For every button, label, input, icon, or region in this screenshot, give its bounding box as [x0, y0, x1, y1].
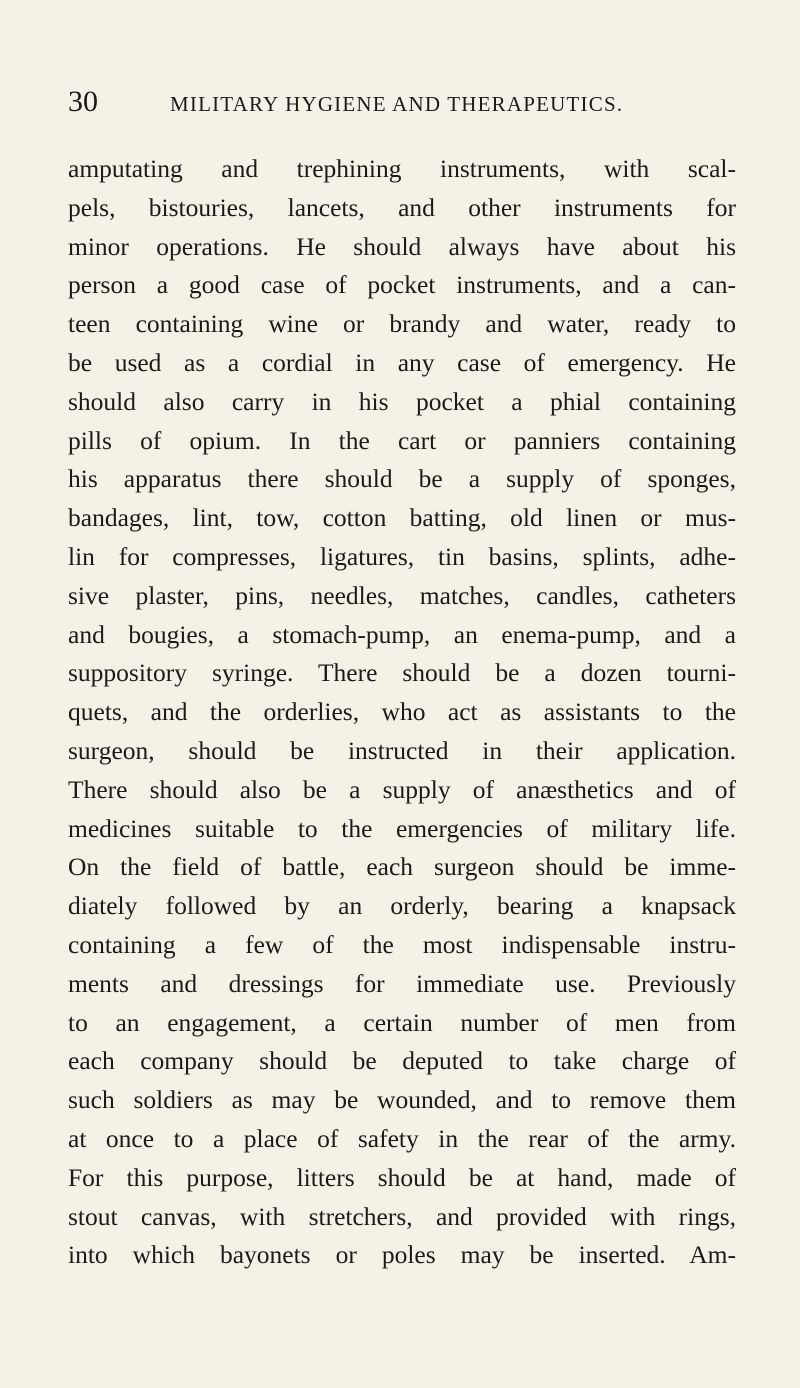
text-line: For this purpose, litters should be at hand, made of: [68, 1162, 736, 1192]
text-line: person a good case of pocket instruments, and a can-: [68, 270, 736, 300]
text-line: amputating and trephining instruments, with scal-: [68, 154, 736, 183]
text-line: bandages, lint, tow, cotton batting, old linen or mus-: [68, 503, 736, 533]
text-line: suppository syringe. There should be a dozen tourni-: [68, 658, 736, 688]
text-line: pills of opium. In the cart or panniers containing: [68, 425, 736, 455]
text-line: stout canvas, with stretchers, and provided with rings,: [68, 1201, 736, 1231]
page-header: [68, 82, 748, 122]
running-title: MILITARY HYGIENE AND THERAPEUTICS.: [170, 92, 624, 116]
text-line: such soldiers as may be wounded, and to remove them: [68, 1085, 736, 1115]
text-line: medicines suitable to the emergencies of military life.: [68, 813, 736, 843]
text-line: lin for compresses, ligatures, tin basins, splints, adhe-: [68, 541, 736, 571]
text-line: be used as a cordial in any case of emergency. He: [68, 347, 736, 377]
text-line: his apparatus there should be a supply of sponges,: [68, 464, 736, 494]
text-line: at once to a place of safety in the rear of the army.: [68, 1123, 736, 1153]
text-line: On the field of battle, each surgeon should be imme-: [68, 852, 736, 882]
text-line: each company should be deputed to take charge of: [68, 1046, 736, 1076]
text-line: diately followed by an orderly, bearing a knapsack: [68, 891, 736, 921]
text-line: There should also be a supply of anæsthetics and of: [68, 774, 736, 804]
text-line: containing a few of the most indispensable instru-: [68, 929, 736, 959]
text-line: quets, and the orderlies, who act as assistants to the: [68, 697, 736, 727]
text-line: surgeon, should be instructed in their application.: [68, 735, 736, 765]
text-line: pels, bistouries, lancets, and other instruments for: [68, 192, 736, 222]
text-line: to an engagement, a certain number of men from: [68, 1007, 736, 1037]
text-line: and bougies, a stomach-pump, an enema-pump, and a: [68, 619, 736, 649]
text-line: should also carry in his pocket a phial containing: [68, 386, 736, 416]
text-line: ments and dressings for immediate use. Previously: [68, 968, 736, 998]
text-line: sive plaster, pins, needles, matches, candles, catheters: [68, 580, 736, 610]
text-line: minor operations. He should always have about his: [68, 231, 736, 261]
text-line: into which bayonets or poles may be inserted. Am-: [68, 1240, 736, 1270]
page-number: 30: [68, 85, 98, 118]
body-text: [68, 150, 736, 1275]
text-line: teen containing wine or brandy and water, ready to: [68, 309, 736, 339]
